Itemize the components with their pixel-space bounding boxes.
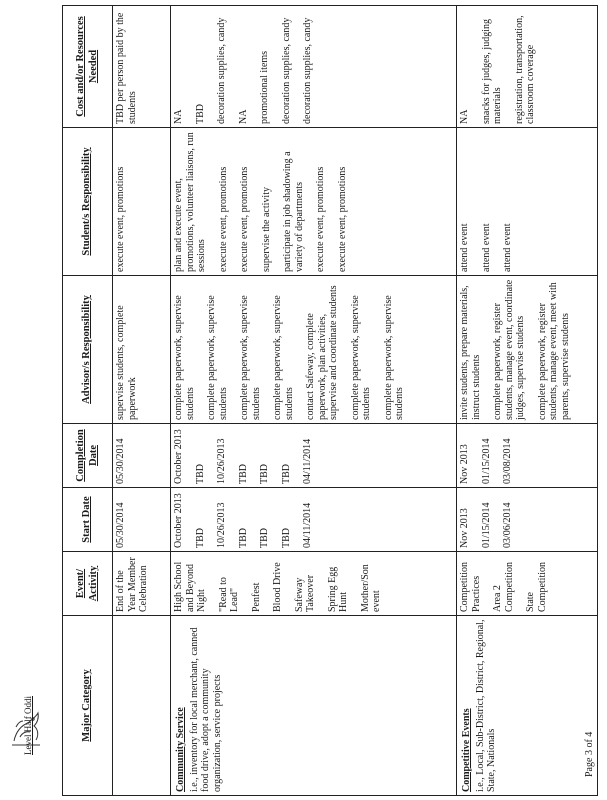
advisor-cell: complete paperwork, supervise students complete paperwork, supervise students complete paperwork, supervise students complete paperwork, supervise students contact Safeway, complete paperwork, plan activities, supervise and coordinate students complete paperwork, supervise students complete paperwork, supervise students	[171, 276, 457, 424]
category-cell	[457, 616, 598, 796]
logo-tagline: Level Half Oddi	[23, 696, 33, 755]
student-cell: execute event, promotions	[113, 128, 171, 276]
start-date-cell: 05/30/2014	[113, 488, 171, 552]
start-date-cell: October 2013 TBD 10/26/2013 TBD TBD TBD 04/11/2014	[171, 488, 457, 552]
table-row	[171, 6, 457, 796]
category-title: Competitive Events	[461, 708, 473, 792]
advisor-cell: invite students, prepare materials, instruct students complete paperwork, register students, manage event, coordinate judges, supervise students complete paperwork, register students, manage event, meet with parents, supervise students	[457, 276, 598, 424]
start-date-cell: Nov 2013 01/15/2014 03/06/2014	[457, 488, 598, 552]
activity-plan-table	[62, 5, 598, 796]
table-header-row	[63, 6, 113, 796]
header-cost-resources: Cost and/or Resources Needed	[63, 6, 113, 128]
header-student-responsibility: Student/s Responsibility	[63, 128, 113, 276]
completion-date-cell: Nov 2013 01/15/2014 03/08/2014	[457, 424, 598, 488]
header-advisor-responsibility: Advisor/s Responsibility	[63, 276, 113, 424]
category-cell	[171, 616, 457, 796]
logo	[6, 696, 50, 797]
cost-cell: NA TBD decoration supplies, candy NA promotional items decoration supplies, candy decoration supplies, candy	[171, 6, 457, 128]
table-row	[457, 6, 598, 796]
header-event-activity: Event/ Activity	[63, 552, 113, 616]
plan-table-sheet	[62, 6, 598, 796]
category-cell	[113, 616, 171, 796]
header-major-category: Major Category	[63, 616, 113, 796]
category-description: i.e., inventory for local merchant, canned food drive, adopt a community organization, service projects	[188, 627, 223, 792]
table-row	[113, 6, 171, 796]
category-description: i.e., Local, Sub-District, District, Regional, State, Nationals	[474, 619, 498, 792]
cost-cell: NA snacks for judges, judging materials registration, transportation, classroom coverage	[457, 6, 598, 128]
page-number: Page 3 of 4	[584, 731, 595, 777]
event-cell: End of the Year Member Celebration	[113, 552, 171, 616]
cost-cell: TBD per person paid by the students	[113, 6, 171, 128]
header-start-date: Start Date	[63, 488, 113, 552]
header-completion-date: Completion Date	[63, 424, 113, 488]
student-cell: attend event attend event attend event	[457, 128, 598, 276]
advisor-cell: supervise students, complete paperwork	[113, 276, 171, 424]
completion-date-cell: 05/30/2014	[113, 424, 171, 488]
event-cell: High School and Beyond Night "Read to Lead" Penfest Blood Drive Safeway Takeover Spring Egg Hunt Mother/Son event	[171, 552, 457, 616]
completion-date-cell: October 2013 TBD 10/26/2013 TBD TBD TBD 04/11/2014	[171, 424, 457, 488]
category-title: Community Service	[175, 707, 186, 792]
event-cell: Competition Practices Area 2 Competition State Competition	[457, 552, 598, 616]
student-cell: plan and execute event, promotions, volunteer liaisons, run sessions execute event, promotions execute event, promotions supervise the activity participate in job shadowing a variety of departments execute event, promotions execute event, promotions	[171, 128, 457, 276]
